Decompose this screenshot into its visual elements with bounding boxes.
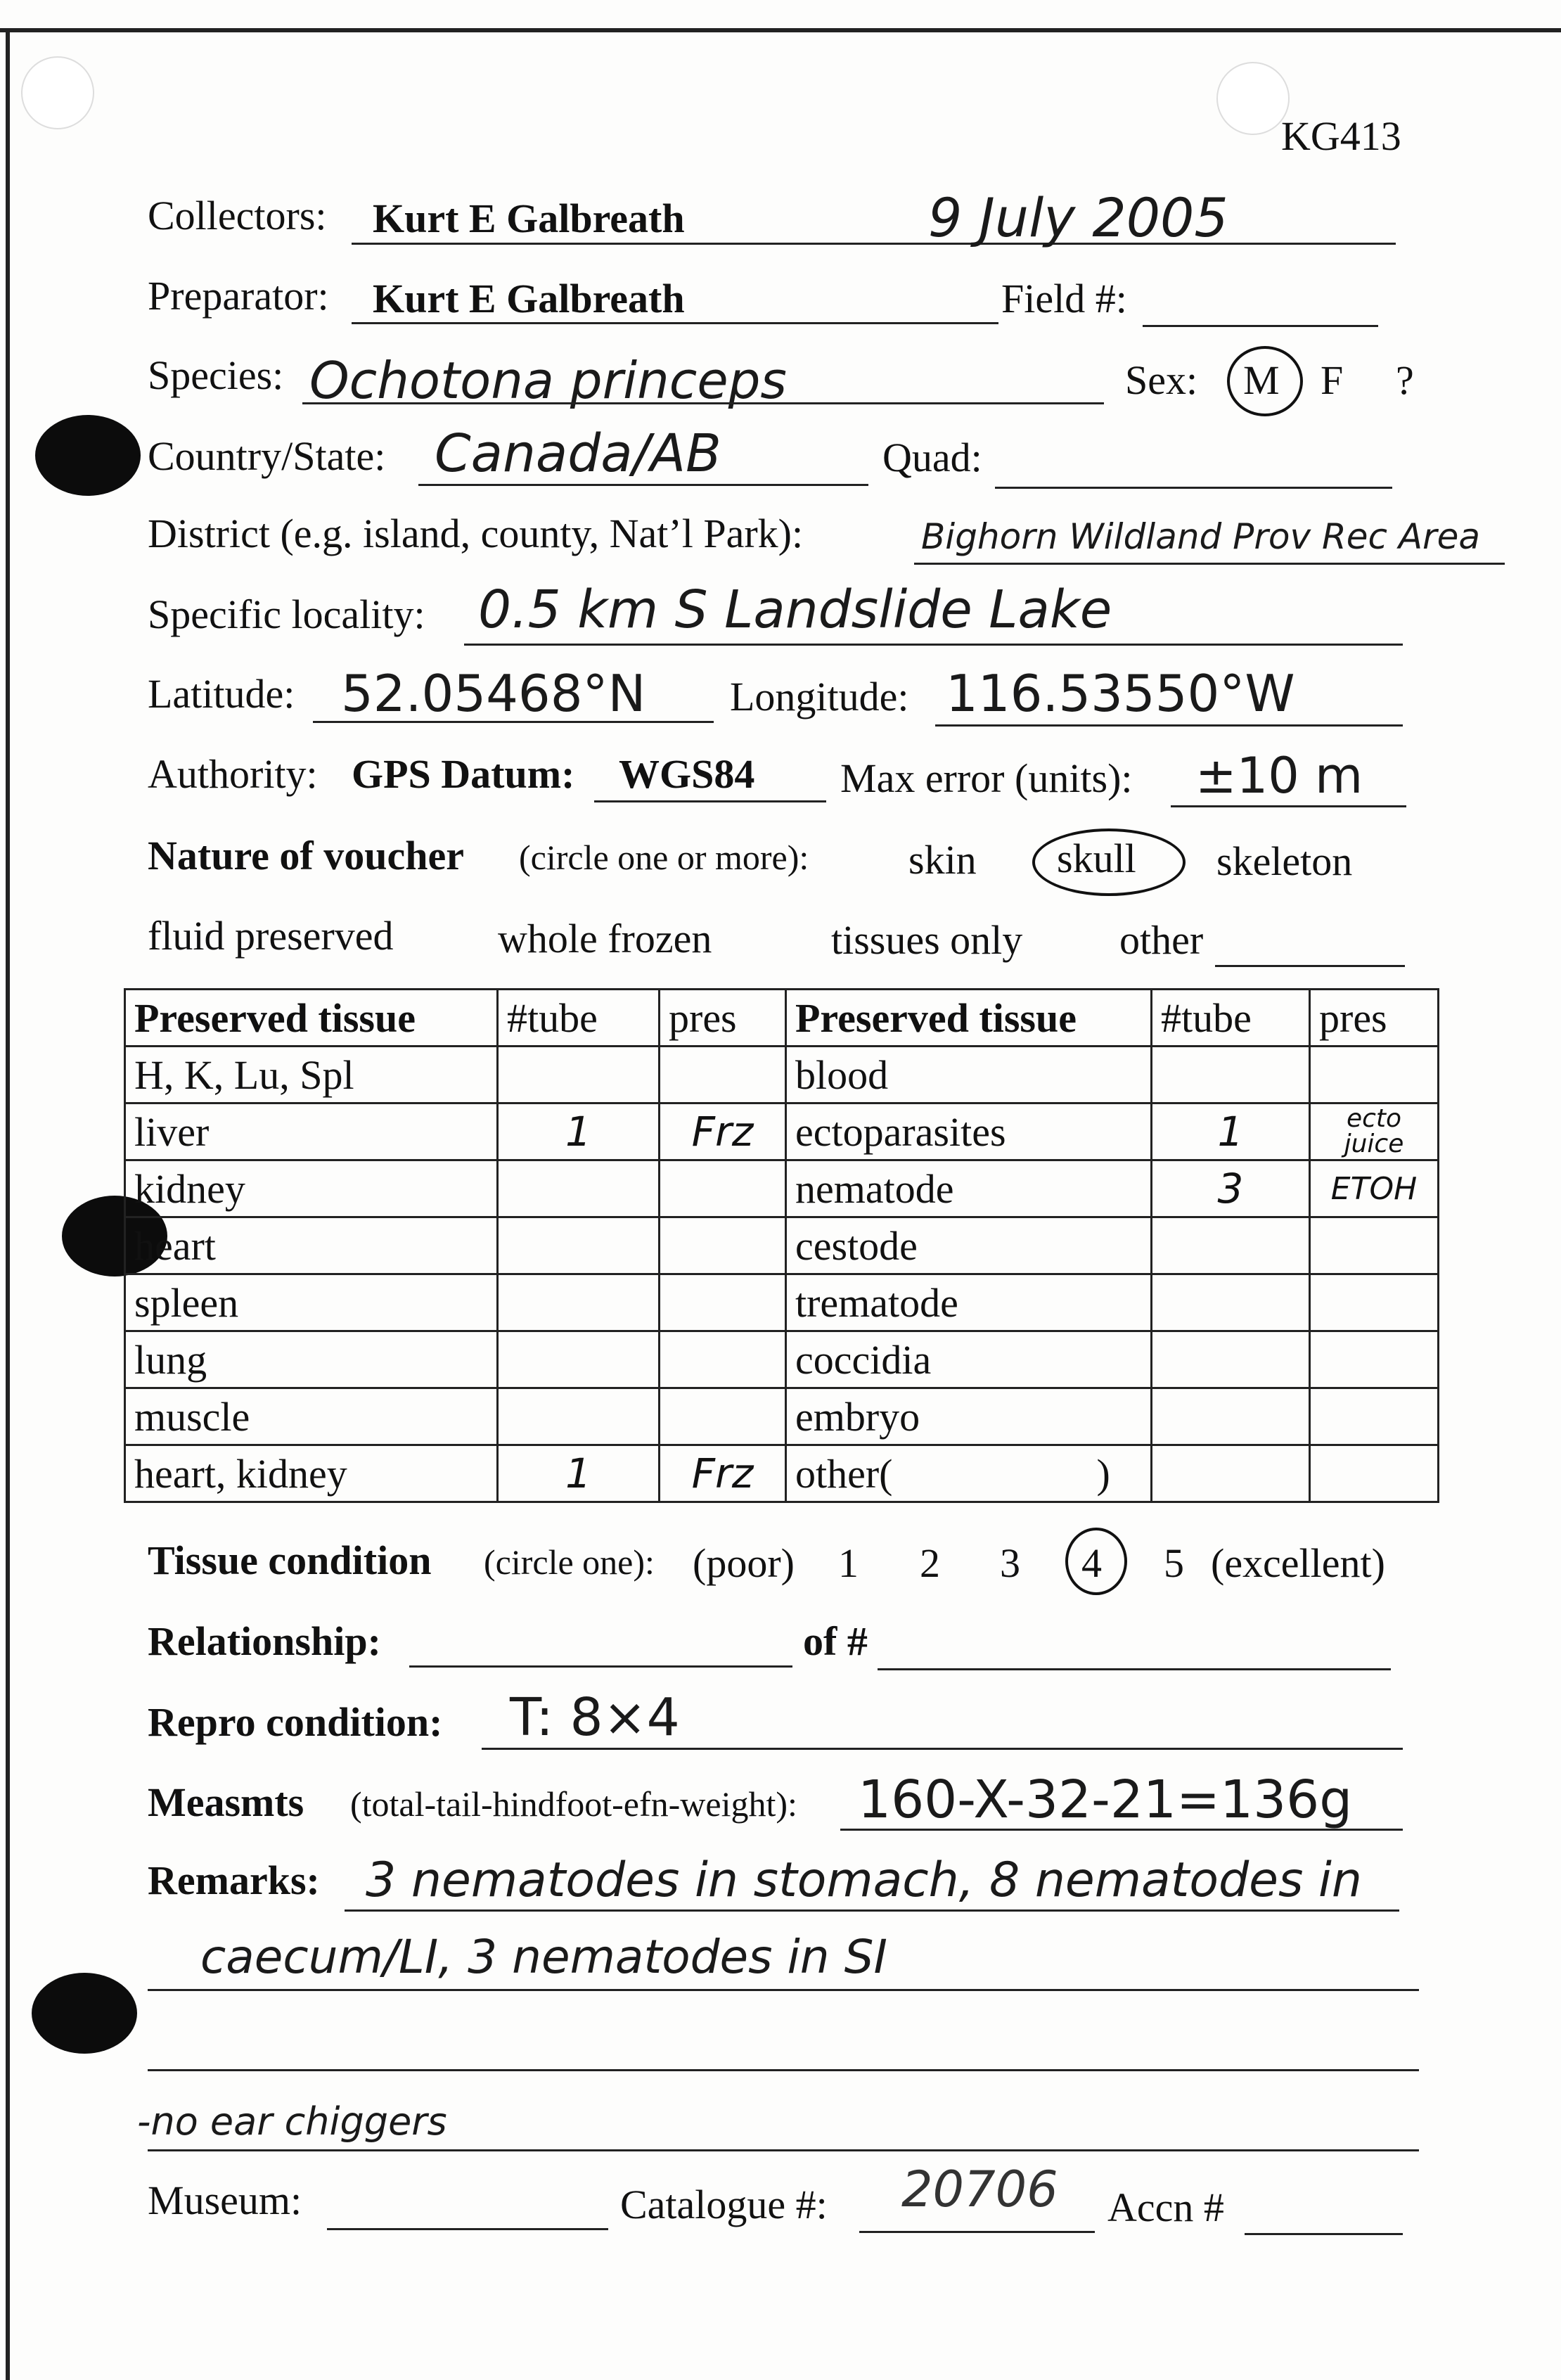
condition-poor: (poor)	[693, 1540, 795, 1586]
preservation-cell	[660, 1160, 786, 1217]
tube-count-cell	[1152, 1047, 1310, 1103]
tube-count-cell	[498, 1217, 660, 1274]
page-top-border	[0, 28, 1561, 32]
tissue-cell: H, K, Lu, Spl	[125, 1047, 498, 1103]
voucher-note: (circle one or more):	[519, 838, 809, 877]
voucher-option-tissues: tissues only	[831, 917, 1023, 963]
district-value: Bighorn Wildland Prov Rec Area	[921, 516, 1480, 557]
table-row	[125, 1103, 1439, 1160]
condition-label: Tissue condition	[148, 1537, 432, 1583]
page-left-border	[6, 28, 10, 2380]
tube-count-cell: 3	[1152, 1160, 1310, 1217]
tube-count-cell	[498, 1388, 660, 1445]
preservation-cell: ETOH	[1310, 1160, 1439, 1217]
table-row	[125, 1445, 1439, 1502]
species-label: Species:	[148, 352, 284, 398]
authority-label: Authority:	[148, 751, 318, 797]
collectors-line	[352, 243, 1396, 245]
country-value: Canada/AB	[435, 423, 721, 484]
preservation-cell	[1310, 1445, 1439, 1502]
longitude-line	[935, 724, 1403, 727]
collectors-label: Collectors:	[148, 193, 327, 238]
catalogue-line	[859, 2231, 1095, 2233]
field-number-line	[1143, 325, 1378, 327]
binder-hole-dot	[32, 1973, 137, 2054]
preparator-label: Preparator:	[148, 273, 329, 319]
max-error-line	[1171, 805, 1406, 807]
measurements-line	[840, 1829, 1403, 1831]
punch-hole-top-right	[1216, 62, 1290, 135]
preservation-cell: ecto juice	[1310, 1103, 1439, 1160]
relationship-of-line	[878, 1668, 1391, 1670]
preservation-cell: Frz	[660, 1445, 786, 1502]
voucher-option-other: other	[1119, 917, 1204, 963]
accession-line	[1245, 2233, 1403, 2235]
catalogue-value: 20706	[901, 2161, 1058, 2218]
preservation-cell	[1310, 1388, 1439, 1445]
preservation-cell	[1310, 1274, 1439, 1331]
table-row	[125, 1047, 1439, 1103]
sex-option-unknown: ?	[1396, 357, 1414, 403]
preparator-value: Kurt E Galbreath	[373, 276, 685, 321]
tube-count-cell	[1152, 1274, 1310, 1331]
tube-count-cell: 1	[498, 1445, 660, 1502]
remarks-underline-4	[148, 2149, 1419, 2151]
condition-selected-circle	[1065, 1528, 1127, 1595]
remarks-label: Remarks:	[148, 1857, 320, 1903]
gps-datum-line	[594, 800, 826, 802]
quad-line	[995, 487, 1392, 489]
voucher-option-fluid: fluid preserved	[148, 913, 394, 959]
binder-hole-dot	[35, 415, 141, 496]
remarks-underline-1	[345, 1909, 1399, 1912]
repro-label: Repro condition:	[148, 1699, 443, 1745]
tissue-cell: kidney	[125, 1160, 498, 1217]
remarks-underline-3	[148, 2069, 1419, 2071]
sex-option-m: M	[1243, 357, 1280, 403]
preservation-cell: Frz	[660, 1103, 786, 1160]
form-id: KG413	[1281, 113, 1401, 159]
tube-count-cell: 1	[498, 1103, 660, 1160]
species-line	[302, 402, 1104, 404]
measurements-label: Measmts	[148, 1779, 304, 1825]
latitude-value: 52.05468°N	[341, 664, 646, 723]
tissue-cell: nematode	[786, 1160, 1152, 1217]
voucher-option-skeleton: skeleton	[1216, 838, 1353, 884]
voucher-option-skin: skin	[908, 837, 977, 883]
tissue-cell: coccidia	[786, 1331, 1152, 1388]
preservation-cell	[1310, 1331, 1439, 1388]
table-header: Preserved tissue	[125, 990, 498, 1047]
collection-date: 9 July 2005	[928, 186, 1228, 249]
longitude-label: Longitude:	[730, 674, 909, 719]
table-header: pres	[660, 990, 786, 1047]
tube-count-cell	[498, 1160, 660, 1217]
tissue-cell: cestode	[786, 1217, 1152, 1274]
tissue-cell: embryo	[786, 1388, 1152, 1445]
measurements-value: 160-X-32-21=136g	[858, 1770, 1353, 1830]
sex-label: Sex:	[1125, 357, 1198, 403]
tissue-cell: other( )	[786, 1445, 1152, 1502]
table-header: #tube	[1152, 990, 1310, 1047]
voucher-selected-circle	[1032, 828, 1186, 896]
latitude-line	[313, 721, 714, 723]
tissue-cell: muscle	[125, 1388, 498, 1445]
tissue-cell: ectoparasites	[786, 1103, 1152, 1160]
table-row	[125, 1160, 1439, 1217]
condition-option-2: 2	[920, 1540, 940, 1586]
table-row	[125, 1388, 1439, 1445]
sex-option-f: F	[1321, 357, 1344, 403]
remarks-underline-2	[148, 1989, 1419, 1991]
tube-count-cell	[498, 1274, 660, 1331]
relationship-of-label: of #	[803, 1618, 868, 1664]
district-label: District (e.g. island, county, Nat’l Park):	[148, 511, 804, 556]
sex-selected-circle	[1227, 346, 1303, 416]
measurements-note: (total-tail-hindfoot-efn-weight):	[350, 1784, 797, 1824]
table-row	[125, 1217, 1439, 1274]
tissue-cell: lung	[125, 1331, 498, 1388]
condition-option-3: 3	[1000, 1540, 1020, 1586]
preservation-cell	[1310, 1047, 1439, 1103]
locality-label: Specific locality:	[148, 591, 425, 637]
voucher-other-line	[1215, 965, 1405, 967]
tissue-cell: heart	[125, 1217, 498, 1274]
voucher-option-frozen: whole frozen	[498, 916, 712, 961]
tissue-cell: blood	[786, 1047, 1152, 1103]
max-error-label: Max error (units):	[840, 755, 1133, 801]
preservation-cell	[660, 1217, 786, 1274]
punch-hole-top-left	[21, 56, 94, 129]
table-header: Preserved tissue	[786, 990, 1152, 1047]
preservation-cell	[660, 1047, 786, 1103]
catalogue-label: Catalogue #:	[620, 2182, 828, 2227]
accession-label: Accn #	[1107, 2184, 1224, 2230]
repro-line	[482, 1748, 1403, 1750]
locality-line	[464, 644, 1403, 646]
preparator-line	[352, 322, 998, 324]
longitude-value: 116.53550°W	[946, 664, 1295, 723]
tissue-table	[124, 988, 1439, 1503]
preservation-cell	[1310, 1217, 1439, 1274]
preservation-cell	[660, 1274, 786, 1331]
tube-count-cell	[1152, 1331, 1310, 1388]
tissue-cell: liver	[125, 1103, 498, 1160]
condition-excellent: (excellent)	[1211, 1540, 1385, 1586]
tissue-cell: heart, kidney	[125, 1445, 498, 1502]
tube-count-cell	[498, 1331, 660, 1388]
table-row	[125, 1331, 1439, 1388]
latitude-label: Latitude:	[148, 671, 295, 717]
tissue-cell: spleen	[125, 1274, 498, 1331]
tube-count-cell: 1	[1152, 1103, 1310, 1160]
collectors-value: Kurt E Galbreath	[373, 196, 685, 241]
table-row	[125, 1274, 1439, 1331]
condition-option-1: 1	[838, 1540, 859, 1586]
tube-count-cell	[1152, 1388, 1310, 1445]
remarks-line-1: 3 nematodes in stomach, 8 nematodes in	[366, 1853, 1362, 1908]
locality-value: 0.5 km S Landslide Lake	[478, 580, 1112, 640]
tube-count-cell	[1152, 1445, 1310, 1502]
preservation-cell	[660, 1388, 786, 1445]
tube-count-cell	[1152, 1217, 1310, 1274]
gps-datum-label: GPS Datum:	[352, 751, 575, 797]
tube-count-cell	[498, 1047, 660, 1103]
relationship-line	[409, 1665, 792, 1668]
table-header-row	[125, 990, 1439, 1047]
voucher-option-skull: skull	[1057, 836, 1136, 881]
country-line	[418, 484, 868, 486]
tissue-cell: trematode	[786, 1274, 1152, 1331]
museum-label: Museum:	[148, 2177, 302, 2223]
remarks-line-2: caecum/LI, 3 nematodes in SI	[200, 1930, 887, 1984]
field-number-label: Field #:	[1001, 276, 1127, 321]
condition-option-4: 4	[1081, 1540, 1102, 1586]
quad-label: Quad:	[882, 435, 982, 480]
table-header: #tube	[498, 990, 660, 1047]
district-line	[914, 563, 1505, 565]
gps-datum-value: WGS84	[619, 751, 755, 797]
condition-note: (circle one):	[484, 1542, 655, 1582]
repro-value: T: 8×4	[510, 1687, 680, 1748]
preservation-cell	[660, 1331, 786, 1388]
museum-line	[327, 2228, 608, 2230]
voucher-label: Nature of voucher	[148, 833, 464, 878]
table-header: pres	[1310, 990, 1439, 1047]
species-value: Ochotona princeps	[309, 351, 787, 410]
remarks-line-4: -no ear chiggers	[137, 2099, 447, 2144]
relationship-label: Relationship:	[148, 1618, 381, 1664]
max-error-value: ±10 m	[1195, 747, 1363, 805]
condition-option-5: 5	[1164, 1540, 1184, 1586]
country-label: Country/State:	[148, 433, 386, 479]
